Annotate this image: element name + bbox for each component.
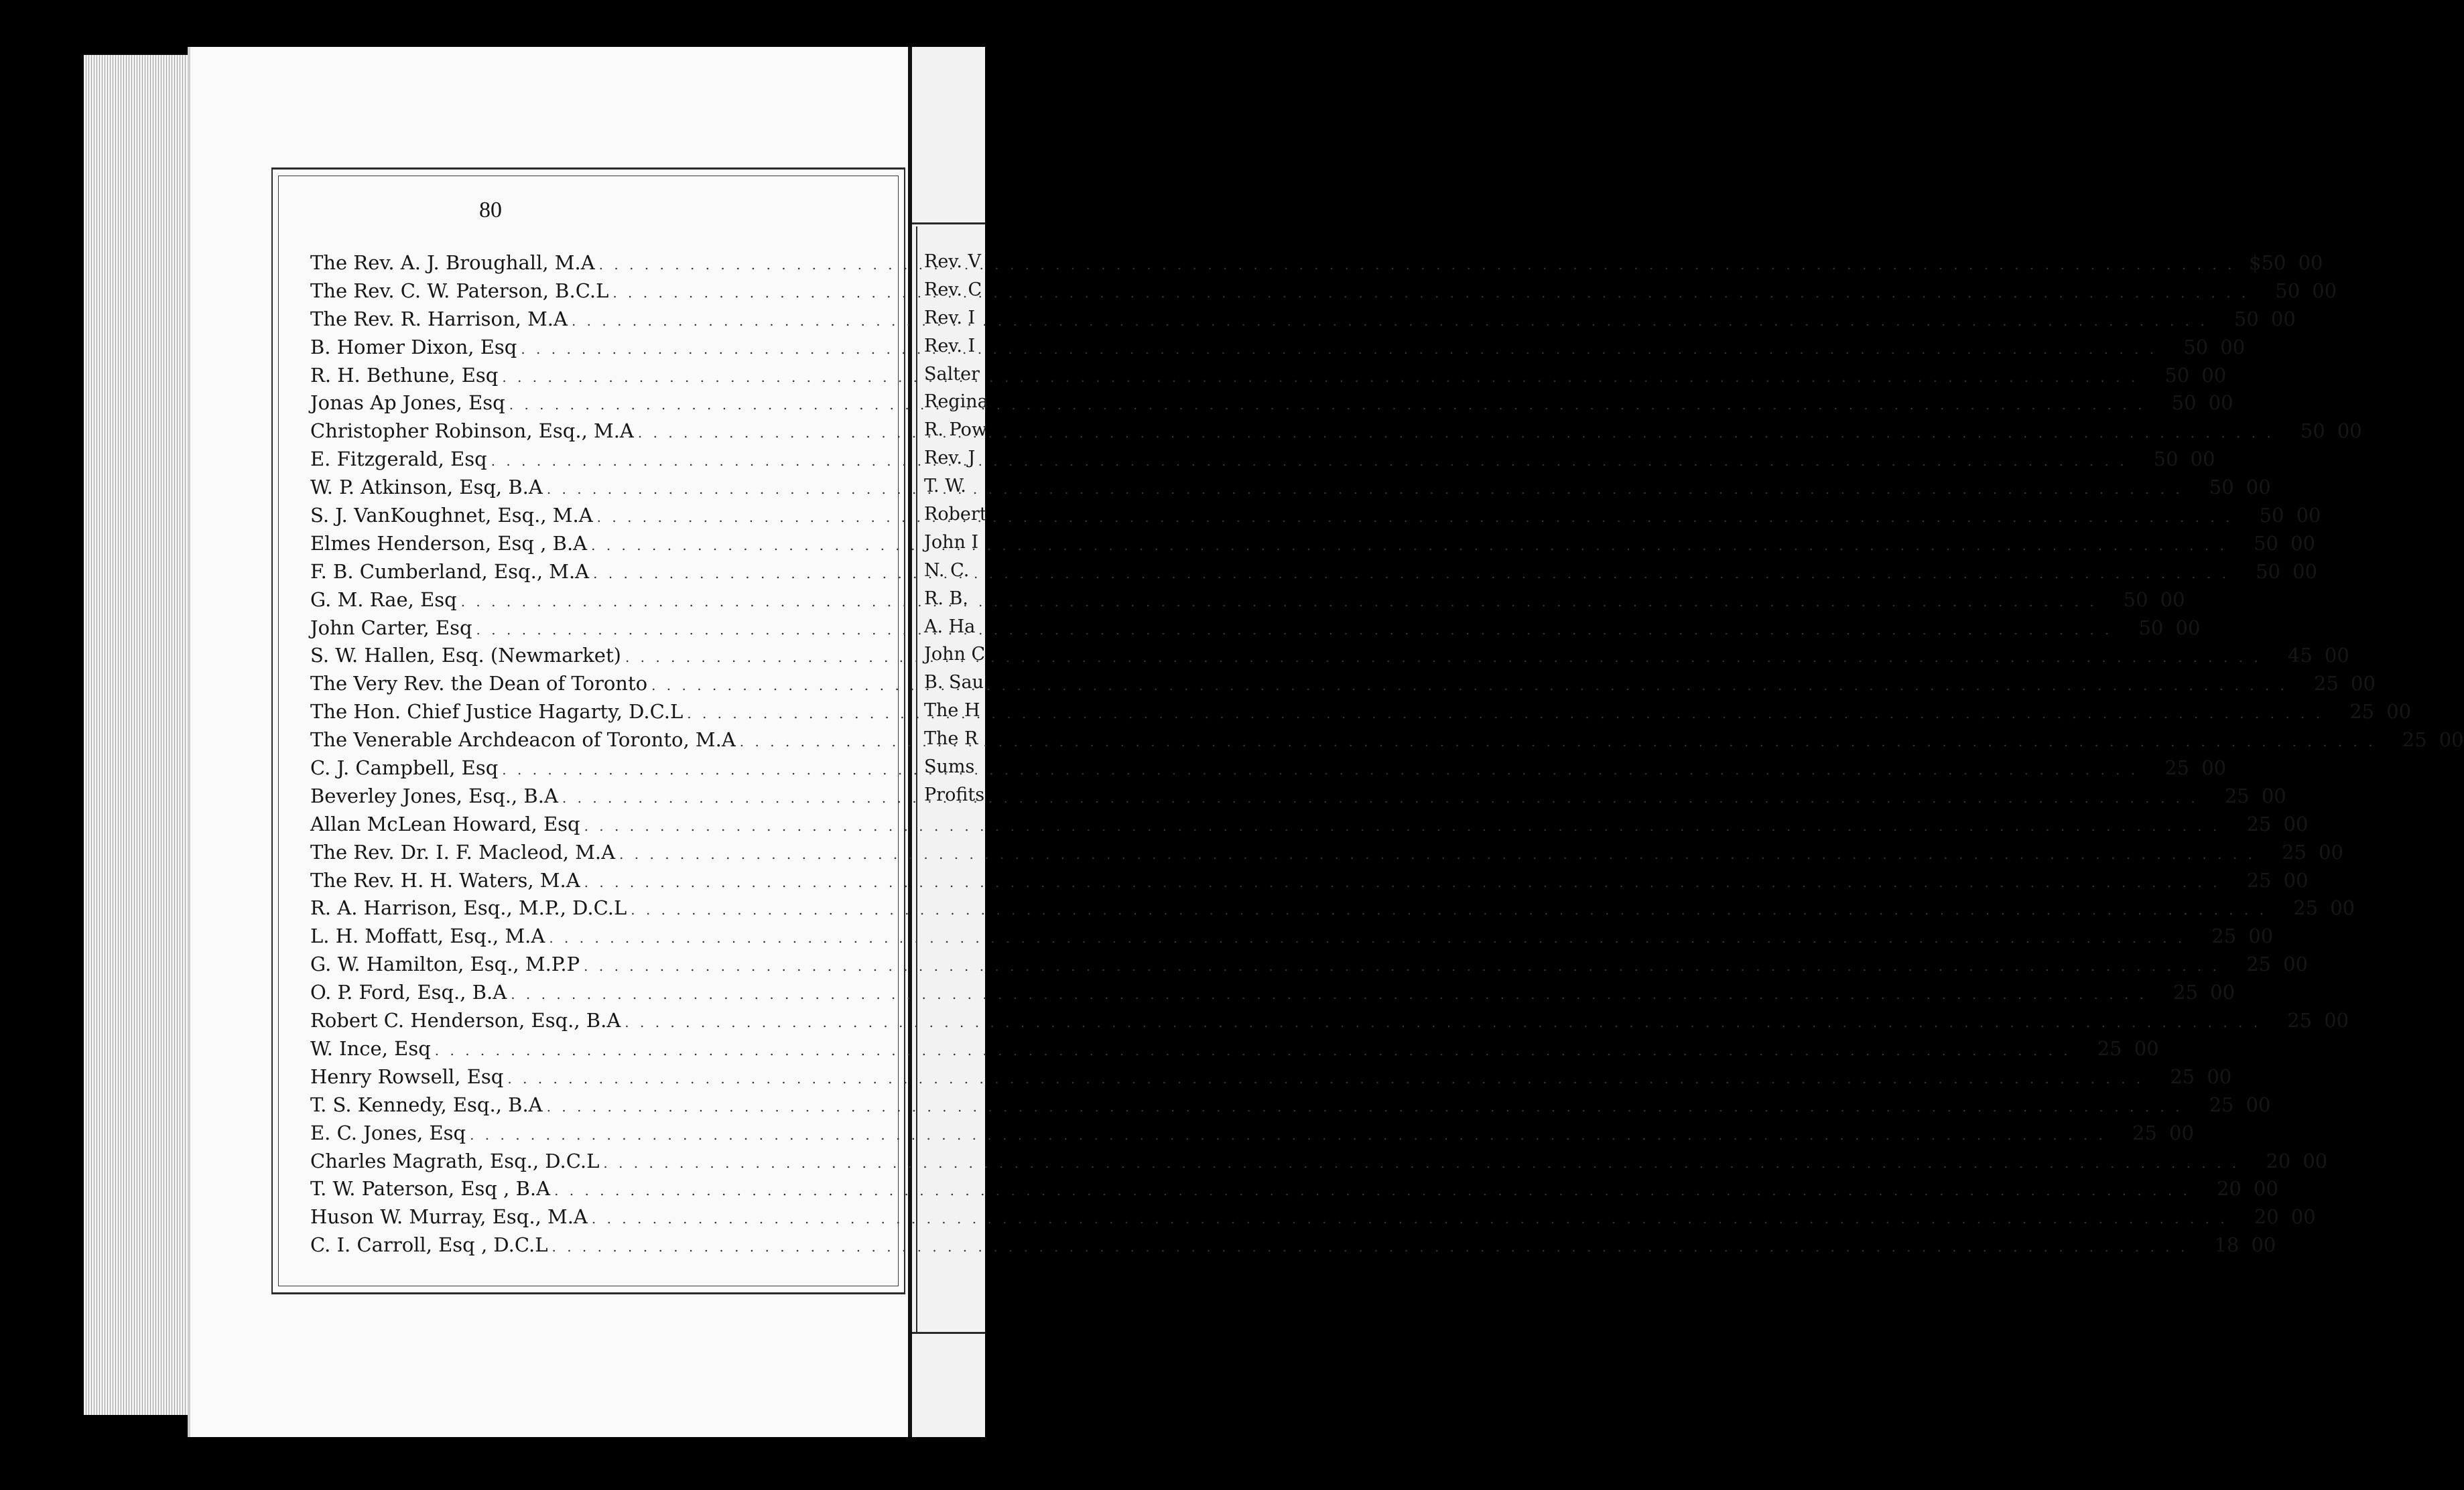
list-row xyxy=(310,868,2309,897)
dot-leader xyxy=(584,874,2221,890)
amount-dollars: 25 xyxy=(2293,896,2319,920)
amount-dollars: 50 xyxy=(2233,307,2259,330)
amount-dollars: 20 xyxy=(2217,1177,2242,1201)
amount-cents: 00 xyxy=(2201,756,2227,780)
amount-dollars: 50 xyxy=(2275,279,2300,302)
amount-dollars: 25 xyxy=(2246,868,2272,892)
list-row xyxy=(310,1093,2271,1122)
dot-leader xyxy=(511,986,2147,1002)
amount-dollars: 25 xyxy=(2246,812,2272,835)
subscriber-name: B. Homer Dixon, Esq xyxy=(310,335,517,358)
amount-dollars: 25 xyxy=(2173,981,2199,1004)
subscriber-name: The Rev. C. W. Paterson, B.C.L xyxy=(310,279,609,302)
facing-page-line: Salter xyxy=(924,363,980,385)
dot-leader xyxy=(502,369,2138,385)
amount-cents: 00 xyxy=(2248,925,2274,948)
amount-dollars: 25 xyxy=(2314,672,2339,695)
facing-page-bottom-rule xyxy=(912,1332,985,1334)
dot-leader xyxy=(552,1239,2188,1255)
amount-cents: 00 xyxy=(2296,504,2321,527)
amount-cents: 00 xyxy=(2220,335,2246,358)
dot-leader xyxy=(584,818,2221,834)
subscriber-name: E. Fitzgerald, Esq xyxy=(310,448,487,471)
amount-cents: 00 xyxy=(2324,1009,2349,1032)
dot-leader xyxy=(740,734,2376,750)
amount-dollars: 25 xyxy=(2246,953,2272,976)
facing-page-line: Profits xyxy=(924,784,985,805)
amount-cents: 00 xyxy=(2303,1149,2328,1172)
subscriber-name: C. I. Carroll, Esq , D.C.L xyxy=(310,1233,548,1257)
facing-page-line: R. Pow xyxy=(924,419,987,441)
amount-dollars: 45 xyxy=(2287,644,2313,667)
list-row xyxy=(310,1233,2276,1262)
facing-page-line: Regina xyxy=(924,391,988,413)
amount-cents: 00 xyxy=(2330,896,2355,920)
subscriber-name: R. A. Harrison, Esq., M.P., D.C.L xyxy=(310,896,627,920)
subscriber-name: The Rev. Dr. I. F. Macleod, M.A xyxy=(310,840,616,864)
dot-leader xyxy=(521,341,2157,357)
amount-dollars: $50 xyxy=(2249,251,2286,274)
amount-dollars: 20 xyxy=(2254,1205,2279,1229)
dot-leader xyxy=(593,565,2229,582)
dot-leader xyxy=(619,846,2256,862)
amount-dollars: 50 xyxy=(2138,616,2164,639)
facing-page-line: N. C. xyxy=(924,559,970,581)
dot-leader xyxy=(638,425,2274,441)
list-row xyxy=(310,1065,2232,1093)
subscriber-name: The Hon. Chief Justice Hagarty, D.C.L xyxy=(310,700,684,724)
facing-page-text xyxy=(924,251,988,813)
amount-dollars: 50 xyxy=(2123,588,2148,611)
facing-page-line: John I xyxy=(924,531,979,553)
amount-cents: 00 xyxy=(2201,363,2227,387)
amount-cents: 00 xyxy=(2283,812,2309,835)
dot-leader xyxy=(562,790,2199,806)
amount-dollars: 50 xyxy=(2300,419,2325,443)
subscriber-name: S. J. VanKoughnet, Esq., M.A xyxy=(310,504,593,527)
amount-dollars: 25 xyxy=(2209,1093,2234,1116)
amount-dollars: 18 xyxy=(2214,1233,2240,1257)
list-row xyxy=(310,812,2309,841)
dot-leader xyxy=(572,313,2208,329)
list-row xyxy=(310,925,2274,953)
amount-dollars: 25 xyxy=(2132,1121,2157,1144)
facing-page-line: R. B. xyxy=(924,588,968,609)
amount-dollars: 25 xyxy=(2282,840,2307,864)
dot-leader xyxy=(591,537,2227,553)
dot-leader xyxy=(584,958,2220,974)
dot-leader xyxy=(547,1099,2183,1115)
subscriber-name: O. P. Ford, Esq., B.A xyxy=(310,981,507,1004)
subscriber-name: T. W. Paterson, Esq , B.A xyxy=(310,1177,551,1201)
dot-leader xyxy=(625,649,2262,665)
amount-dollars: 50 xyxy=(2259,504,2284,527)
amount-cents: 00 xyxy=(2246,1093,2271,1116)
amount-cents: 00 xyxy=(2207,1065,2232,1088)
amount-dollars: 50 xyxy=(2254,531,2278,555)
subscriber-name: W. P. Atkinson, Esq, B.A xyxy=(310,476,543,499)
dot-leader xyxy=(554,1182,2191,1199)
amount-cents: 00 xyxy=(2312,279,2337,302)
subscriber-name: E. C. Jones, Esq xyxy=(310,1121,466,1144)
list-row xyxy=(310,1036,2159,1065)
amount-dollars: 25 xyxy=(2211,925,2237,948)
dot-leader xyxy=(491,453,2128,469)
subscriber-name: R. H. Bethune, Esq xyxy=(310,363,499,387)
list-row xyxy=(310,1205,2316,1233)
subscriber-name: S. W. Hallen, Esq. (Newmarket) xyxy=(310,644,621,667)
facing-page-line: Rev. I xyxy=(924,307,976,328)
amount-cents: 00 xyxy=(2169,1121,2194,1144)
subscriber-name: C. J. Campbell, Esq xyxy=(310,756,499,780)
amount-cents: 00 xyxy=(2210,981,2235,1004)
amount-cents: 00 xyxy=(2283,953,2309,976)
dot-leader xyxy=(687,705,2323,722)
subscriber-name: The Rev. H. H. Waters, M.A xyxy=(310,868,580,892)
subscriber-name: Jonas Ap Jones, Esq xyxy=(310,391,505,415)
dot-leader xyxy=(502,762,2138,778)
list-row xyxy=(310,1009,2349,1037)
amount-cents: 00 xyxy=(2208,391,2233,415)
subscriber-name: The Very Rev. the Dean of Toronto xyxy=(310,672,648,695)
subscriber-name: Charles Magrath, Esq., D.C.L xyxy=(310,1149,600,1172)
facing-page-line: Rev. J xyxy=(924,448,976,469)
amount-dollars: 25 xyxy=(2224,784,2250,807)
subscriber-name: Robert C. Henderson, Esq., B.A xyxy=(310,1009,621,1032)
list-row xyxy=(310,279,2337,308)
facing-page-line: John C xyxy=(924,644,986,665)
dot-leader xyxy=(547,481,2183,497)
subscriber-name: Beverley Jones, Esq., B.A xyxy=(310,784,558,807)
facing-page-line: Rev. I xyxy=(924,335,976,356)
subscriber-name: G. W. Hamilton, Esq., M.P.P xyxy=(310,953,580,976)
facing-page-line: Rev. C xyxy=(924,279,982,300)
subscriber-name: Allan McLean Howard, Esq xyxy=(310,812,580,835)
subscriber-name: The Rev. R. Harrison, M.A xyxy=(310,307,568,330)
amount-dollars: 50 xyxy=(2171,391,2197,415)
subscriber-name: G. M. Rae, Esq xyxy=(310,588,457,611)
amount-cents: 00 xyxy=(2439,728,2464,752)
facing-page-line: Rev. V xyxy=(924,251,982,272)
amount-cents: 00 xyxy=(2134,1036,2159,1060)
list-row xyxy=(310,700,2412,728)
dot-leader xyxy=(549,930,2185,946)
amount-cents: 00 xyxy=(2246,476,2271,499)
amount-cents: 00 xyxy=(2386,700,2412,724)
amount-cents: 00 xyxy=(2290,531,2315,555)
dot-leader xyxy=(603,1155,2240,1171)
amount-dollars: 50 xyxy=(2209,476,2234,499)
amount-cents: 00 xyxy=(2351,672,2376,695)
subscriber-name: W. Ince, Esq xyxy=(310,1036,431,1060)
amount-dollars: 25 xyxy=(2287,1009,2313,1032)
subscriber-name: T. S. Kennedy, Esq., B.A xyxy=(310,1093,543,1116)
amount-cents: 00 xyxy=(2319,840,2343,864)
dot-leader xyxy=(625,1014,2261,1030)
amount-dollars: 20 xyxy=(2266,1149,2291,1172)
subscriber-name: John Carter, Esq xyxy=(310,616,472,639)
list-row xyxy=(310,840,2343,869)
amount-dollars: 50 xyxy=(2256,559,2280,583)
facing-page-line: The R xyxy=(924,728,978,750)
dot-leader xyxy=(612,285,2249,301)
dot-leader xyxy=(461,594,2097,610)
dot-leader xyxy=(435,1042,2071,1059)
subscriber-name: Elmes Henderson, Esq , B.A xyxy=(310,531,588,555)
list-row xyxy=(310,953,2309,981)
amount-dollars: 25 xyxy=(2349,700,2375,724)
amount-dollars: 25 xyxy=(2097,1036,2122,1060)
subscriber-name: The Venerable Archdeacon of Toronto, M.A xyxy=(310,728,736,752)
amount-cents: 00 xyxy=(2190,448,2215,471)
dot-leader xyxy=(507,1071,2144,1087)
dot-leader xyxy=(651,677,2288,693)
amount-cents: 00 xyxy=(2290,1205,2316,1229)
list-row xyxy=(310,896,2355,925)
facing-page-line: Robert xyxy=(924,504,987,525)
dot-leader xyxy=(476,622,2113,638)
facing-page-line: Sums xyxy=(924,756,975,778)
subscriber-name: L. H. Moffatt, Esq., M.A xyxy=(310,925,545,948)
amount-dollars: 50 xyxy=(2183,335,2209,358)
subscriber-name: Henry Rowsell, Esq xyxy=(310,1065,504,1088)
amount-dollars: 25 xyxy=(2164,756,2190,780)
dot-leader xyxy=(597,509,2233,525)
amount-cents: 00 xyxy=(2337,419,2362,443)
dot-leader xyxy=(509,397,2146,413)
subscriber-name: F. B. Cumberland, Esq., M.A xyxy=(310,559,590,583)
amount-dollars: 50 xyxy=(2153,448,2179,471)
dot-leader xyxy=(631,902,2267,918)
amount-cents: 00 xyxy=(2254,1177,2278,1201)
amount-dollars: 25 xyxy=(2170,1065,2195,1088)
amount-cents: 00 xyxy=(2251,1233,2276,1257)
list-row xyxy=(310,1149,2328,1178)
dot-leader xyxy=(592,1211,2228,1227)
amount-cents: 00 xyxy=(2270,307,2296,330)
list-row xyxy=(310,1121,2194,1150)
amount-cents: 00 xyxy=(2324,644,2349,667)
dot-leader xyxy=(470,1127,2106,1143)
amount-cents: 00 xyxy=(2283,868,2309,892)
facing-page-line: B. Sau xyxy=(924,672,984,693)
amount-cents: 00 xyxy=(2160,588,2185,611)
subscriber-name: Christopher Robinson, Esq., M.A xyxy=(310,419,634,443)
amount-cents: 00 xyxy=(2298,251,2323,274)
amount-cents: 00 xyxy=(2175,616,2201,639)
facing-page-line: A. Ha xyxy=(924,616,976,637)
amount-dollars: 50 xyxy=(2164,363,2190,387)
list-row xyxy=(310,1177,2278,1205)
facing-page-line: T. W. xyxy=(924,476,966,497)
facing-page-line: The H xyxy=(924,700,980,722)
amount-cents: 00 xyxy=(2261,784,2286,807)
dot-leader xyxy=(599,257,2235,273)
page-number: 80 xyxy=(479,198,502,222)
list-row xyxy=(310,981,2235,1009)
amount-cents: 00 xyxy=(2292,559,2317,583)
subscriber-name: Huson W. Murray, Esq., M.A xyxy=(310,1205,588,1229)
amount-dollars: 25 xyxy=(2402,728,2427,752)
subscriber-name: The Rev. A. J. Broughall, M.A xyxy=(310,251,595,274)
